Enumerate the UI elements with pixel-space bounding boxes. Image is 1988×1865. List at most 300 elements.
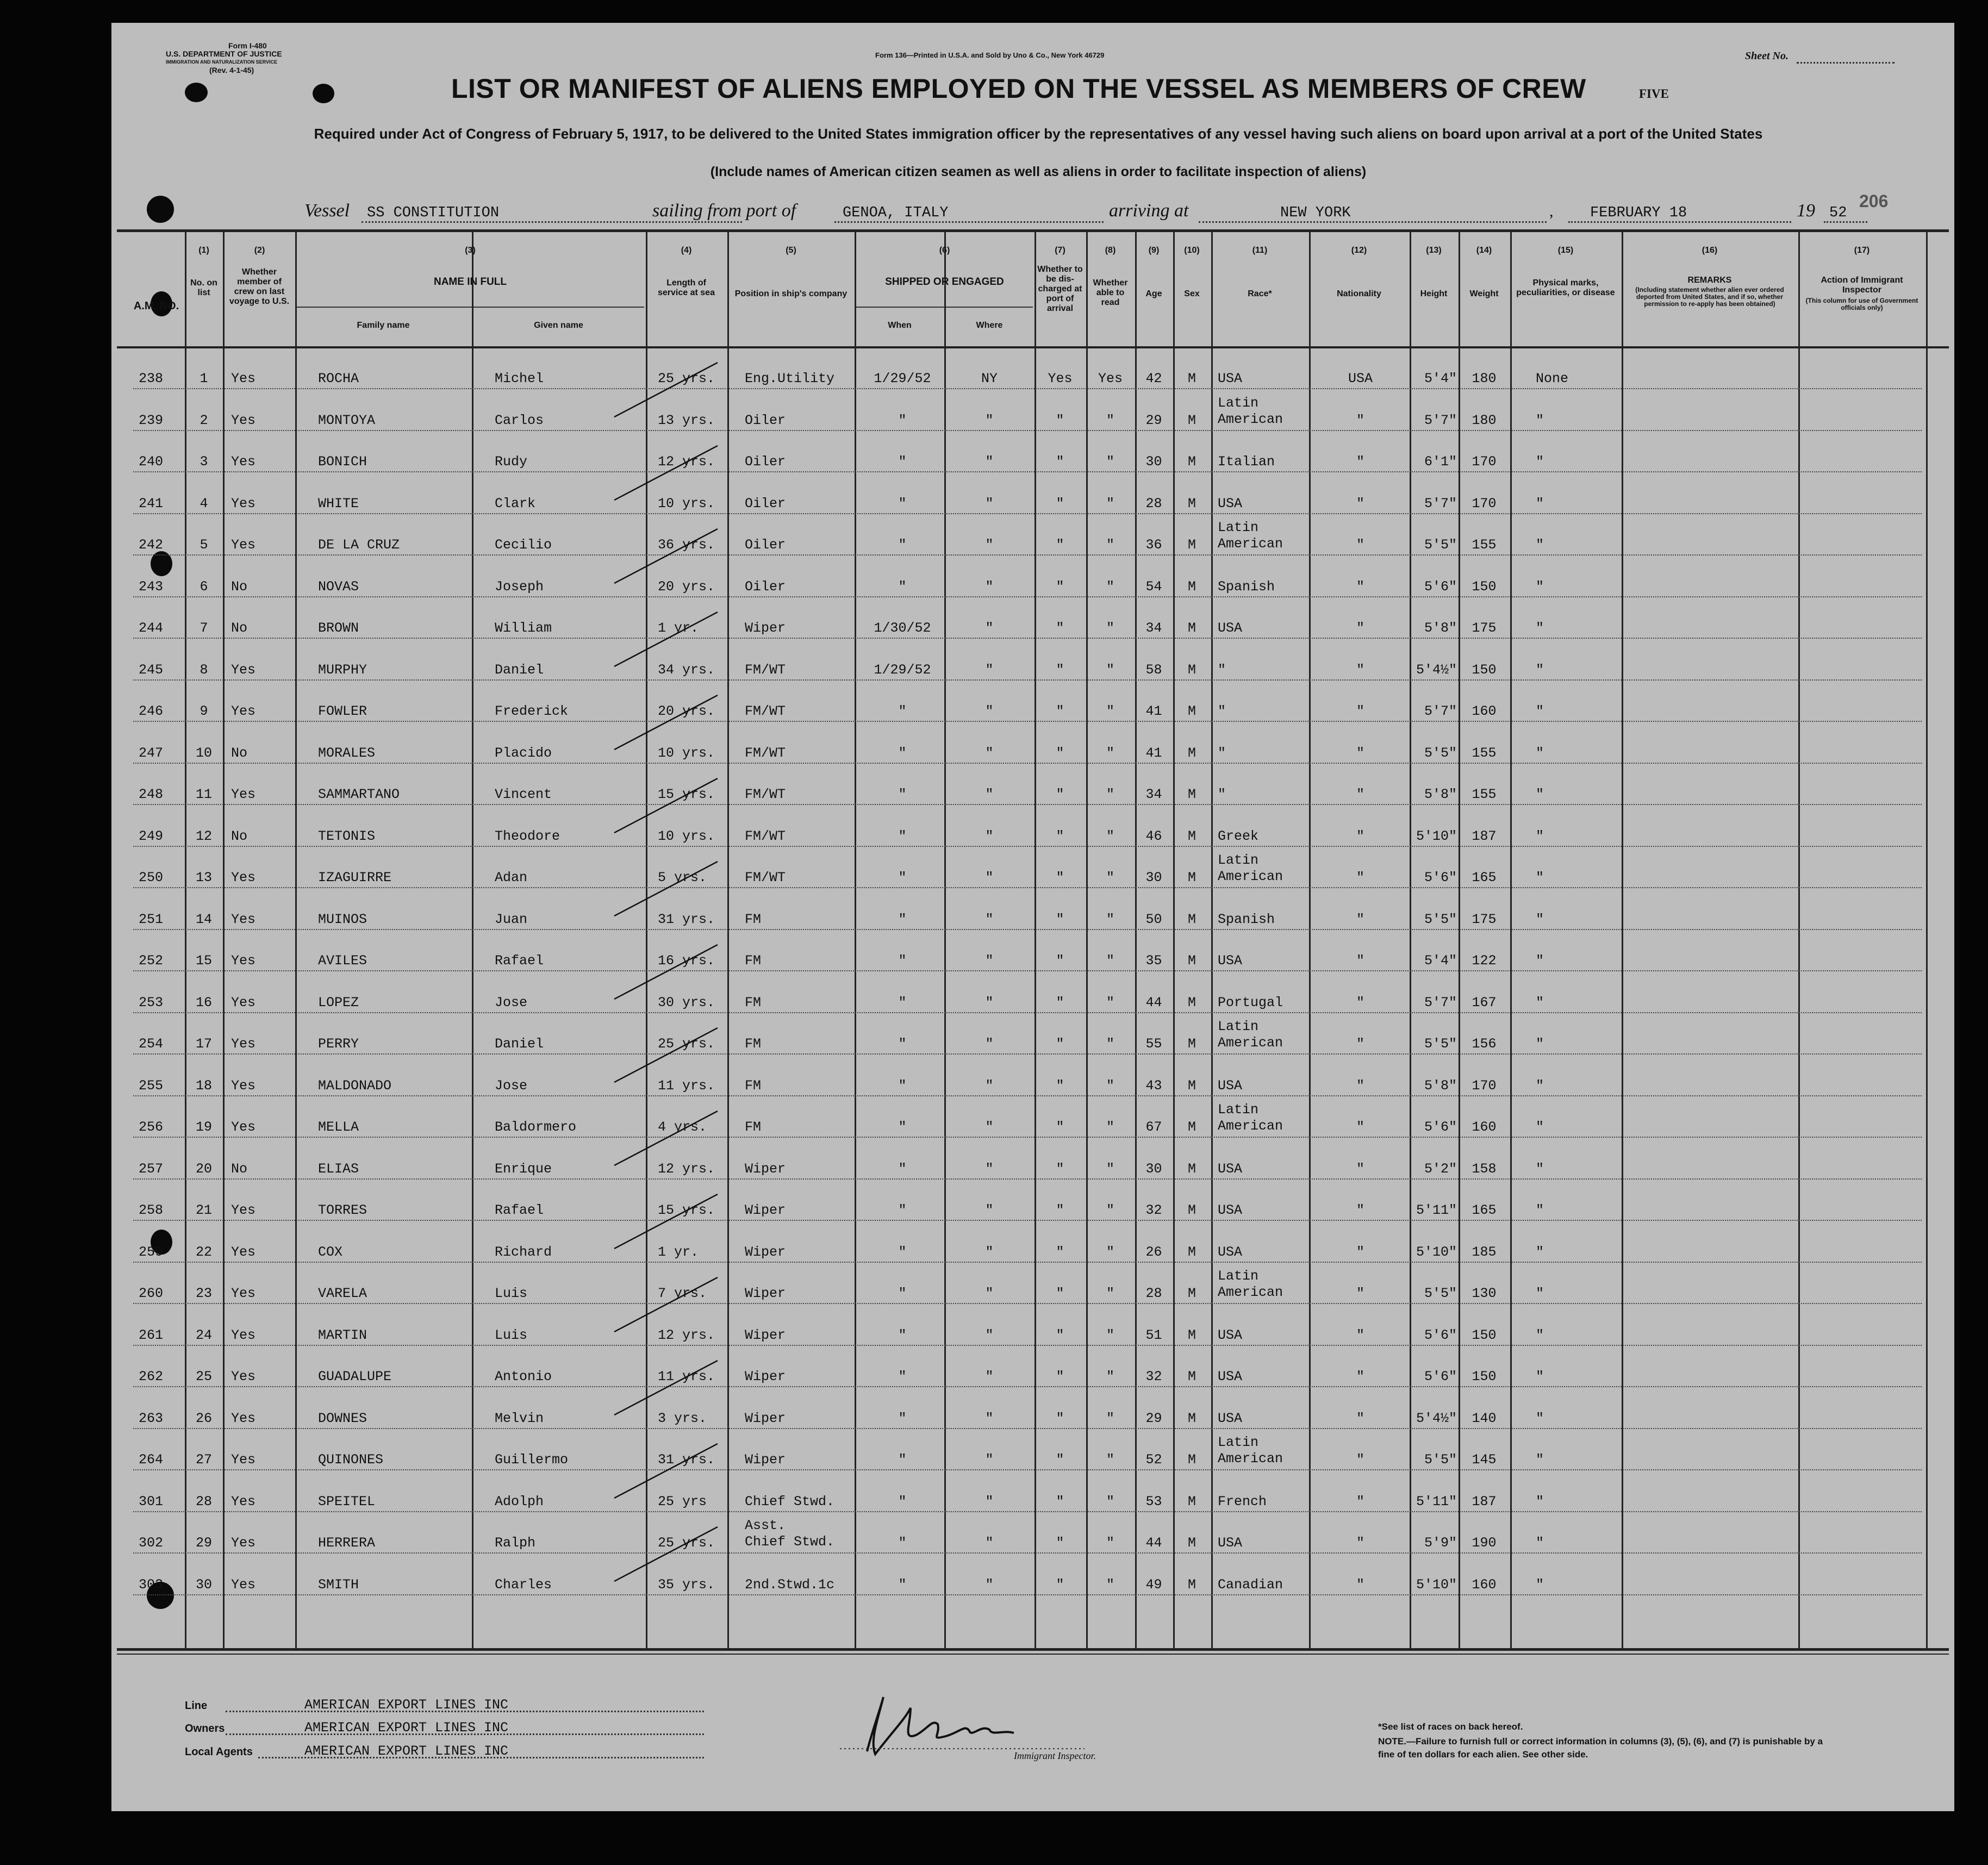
cell-discharged: " xyxy=(1056,994,1064,1011)
cell-physical: " xyxy=(1536,994,1544,1011)
cell-length-of-service: 25 yrs. xyxy=(658,1036,715,1052)
cell-weight: 145 xyxy=(1472,1452,1497,1468)
cell-given-name: Antonio xyxy=(495,1369,552,1384)
cell-physical: " xyxy=(1536,1077,1544,1094)
cell-given-name: Michel xyxy=(495,371,544,386)
col-num-13: (13) xyxy=(1426,246,1442,255)
cell-age: 30 xyxy=(1145,454,1162,470)
cell-race: Latin American xyxy=(1218,852,1283,884)
cell-list-number: 17 xyxy=(195,1036,212,1052)
cell-able-read: " xyxy=(1106,620,1114,636)
cell-weight: 150 xyxy=(1472,1369,1497,1384)
cell-sex: M xyxy=(1187,1535,1196,1551)
cell-family-name: BONICH xyxy=(318,454,367,470)
cell-sex: M xyxy=(1187,578,1196,595)
cell-age: 30 xyxy=(1145,870,1162,885)
cell-prev-voyage: Yes xyxy=(231,1077,256,1094)
cell-nationality: " xyxy=(1356,1161,1364,1177)
cell-discharged: " xyxy=(1056,1576,1064,1593)
cell-length-of-service: 15 yrs. xyxy=(658,1202,715,1218)
cell-family-name: DE LA CRUZ xyxy=(318,537,400,553)
cell-race: " xyxy=(1218,745,1226,761)
cell-height: 5'6" xyxy=(1424,1369,1457,1384)
cell-age: 32 xyxy=(1145,1202,1162,1218)
vessel-name: SS CONSTITUTION xyxy=(367,205,500,221)
cell-weight: 170 xyxy=(1472,495,1497,512)
cell-list-number: 21 xyxy=(195,1202,212,1218)
cell-position: FM/WT xyxy=(745,662,786,678)
cell-able-read: " xyxy=(1106,495,1114,512)
cell-age: 36 xyxy=(1145,537,1162,553)
cell-am-number: 251 xyxy=(139,911,164,927)
cell-prev-voyage: Yes xyxy=(231,1202,256,1218)
cell-shipped-when: " xyxy=(898,1202,907,1218)
cell-family-name: ROCHA xyxy=(318,371,359,386)
cell-position: Wiper xyxy=(745,1161,786,1177)
cell-list-number: 4 xyxy=(200,495,208,512)
cell-position: FM xyxy=(745,1077,762,1094)
cell-shipped-when: " xyxy=(898,1286,907,1301)
manifest-sheet: Form I-480 U.S. DEPARTMENT OF JUSTICE IMMIGRATION AND NATURALIZATION SERVICE (Rev. 4-1-45) Form 136—Printed in U.S.A. and Sold by Uno & Co., New York 46729 Sheet No. LIST OR MANIFEST OF ALIENS EMPLOYED ON THE VESSEL AS MEMBERS OF CREW FIVE Required under Act of Congress of February 5, 1917, to be delivered to the United States immigration officer by the representatives of any vessel having such aliens on board upon arrival at a port of the United States (Include names of American citizen seamen as well as aliens in order to facilitate inspection of aliens) Vessel SS CONSTITUTION sailing from port of GENOA, ITALY arriving at NEW YORK , FEBRUARY 18 19 52 206 (1) (2) (3) (4) (5) (6) (7) (8) (9) (10) (11) (12) (13) (14) (15) (16) (17) A.M. NO. No. on list Whether member of crew on last voyage to U.S. NAME IN FULL Family name Given name Length of service at sea Position in ship's company SHIPPED OR ENGAGED When Where Whether to be dis-charged at port of arrival Whether able to read Age Sex Race* Nationality Height Weight Physical marks, peculiarities, or disease REMARKS (Including statement whether alien ever ordered deported from United States, and if so, whether permission to re-apply has been obtained) Action of Immigrant Inspector (This column for use of Government officials only) 238 1 Yes ROCHA Michel 25 yrs. Eng.Utility 1/29/52 NY Yes Yes 42 M USA USA 5'4" 180 None 239 2 Yes MONTOYA Carlos 13 yrs. Oiler " " " " 29 M Latin American " 5'7" 180 " 240 3 Yes BONICH Rudy 12 yrs. Oiler " " " " 30 M Italian " 6'1" 170 " 241 4 Yes WHITE Clark 10 yrs. Oiler " " " " 28 M USA " 5'7" 170 " 242 5 Yes DE LA CRUZ Cecilio 36 yrs. Oiler " " " " 36 M Latin American " 5'5" 155 " 243 6 No NOVAS Joseph 20 yrs. Oiler " " " " 54 M Spanish " 5'6" 150 " 244 7 No BROWN William 1 yr. Wiper 1/30/52 " " " 34 M USA " 5'8" 175 " 245 8 Yes MURPHY Daniel 34 yrs. FM/WT 1/29/52 " " " 58 M " " 5'4½" 150 " 246 9 Yes FOWLER Frederick 20 yrs. FM/WT " " " " 41 M " " 5'7" 160 " 247 10 No MORALES Placido 10 yrs. FM/WT " " " " 41 M " " 5'5" 155 " 248 11 Yes SAMMARTANO Vincent 15 yrs. FM/WT " " " " 34 M " " 5'8" 155 " 249 12 No TETONIS Theodore 10 yrs. FM/WT " " " " 46 M Greek " 5'10" 187 " 250 13 Yes IZAGUIRRE Adan 5 yrs. FM/WT " " " " 30 M Latin American " 5'6" 165 " 251 14 Yes MUINOS Juan 31 yrs. FM " " " " 50 M Spanish " 5'5" 175 " 252 15 Yes AVILES Rafael 16 yrs. FM " " " " 35 M USA " 5'4" 122 " 253 16 Yes LOPEZ Jose 30 yrs. FM " " " " 44 M Portugal " 5'7" 167 " 254 17 Yes PERRY Daniel 25 yrs. FM " " " " 55 M Latin American " 5'5" 156 " 255 18 Yes MALDONADO Jose 11 yrs. FM " " " " 43 M USA " 5'8" 170 " 256 19 Yes MELLA Baldormero 4 yrs. FM " " " " 67 M Latin American " 5'6" 160 " 257 20 No ELIAS Enrique 12 yrs. Wiper " " " " 30 M USA " 5'2" 158 " 258 21 Yes TORRES Rafael 15 yrs. Wiper " " " " 32 M USA " 5'11" 165 " 259 22 Yes COX Richard 1 yr. Wiper " " " " 26 M USA " 5'10" 185 " 260 23 Yes VARELA Luis 7 yrs. Wiper " " " " 28 M Latin American " 5'5" 130 " 261 24 Yes MARTIN Luis 12 yrs. Wiper " " " " 51 M USA " 5'6" 150 " 262 25 Yes GUADALUPE Antonio 11 yrs. Wiper " " " " 32 M USA " 5'6" 150 " 263 26 Yes DOWNES Melvin 3 yrs. Wiper " " " " 29 M USA " 5'4½" 140 " 264 27 Yes QUINONES Guillermo 31 yrs. Wiper " " " " 52 M Latin American " 5'5" 145 " 301 28 Yes SPEITEL Adolph 25 yrs Chief Stwd. " " " " 53 M French " 5'11" 187 " 302 29 Yes HERRERA Ralph 25 yrs. Asst. Chief Stwd. " " " " 44 M USA " 5'9" 190 " 303 30 Yes SMITH Charles 35 yrs. 2nd.Stwd.1c " " " " 49 M Canadian " 5'10" 160 " Line AMERICAN EXPORT LINES INC Owners AMERICAN EXPORT LINES INC Local Agents AMERICAN EXPORT LINES INC Immigrant Inspector. *See list of races on back hereof. NOTE.—Failure to furnish full or correct information in columns (3), (5), (6), and (7) is punishable by a fine of ten dollars for each alien. See other side. xyxy=(111,23,1954,1811)
cell-physical: " xyxy=(1536,578,1544,595)
cell-able-read: " xyxy=(1106,1452,1114,1468)
cell-age: 54 xyxy=(1145,578,1162,595)
cell-race: Latin American xyxy=(1218,1102,1283,1134)
col-num-5: (5) xyxy=(786,246,796,255)
col-head-height: Height xyxy=(1420,289,1448,298)
cell-able-read: " xyxy=(1106,828,1114,844)
cell-race: Italian xyxy=(1218,454,1275,470)
cell-prev-voyage: Yes xyxy=(231,1327,256,1343)
cell-discharged: " xyxy=(1056,1327,1064,1343)
cell-nationality: " xyxy=(1356,828,1364,844)
cell-shipped-when: " xyxy=(898,1410,907,1426)
cell-sex: M xyxy=(1187,371,1196,386)
cell-nationality: " xyxy=(1356,870,1364,885)
cell-list-number: 25 xyxy=(195,1369,212,1384)
arrival-year: 52 xyxy=(1829,205,1847,221)
sheet-word: FIVE xyxy=(1639,87,1669,101)
cell-shipped-where: " xyxy=(985,1576,994,1593)
cell-family-name: MONTOYA xyxy=(318,412,376,428)
cell-am-number: 245 xyxy=(139,662,164,678)
sheet-no-label: Sheet No. xyxy=(1745,50,1788,62)
cell-given-name: Theodore xyxy=(495,828,560,844)
vessel-label: Vessel xyxy=(304,201,350,221)
cell-physical: " xyxy=(1536,1410,1544,1426)
cell-physical: None xyxy=(1536,371,1569,386)
cell-length-of-service: 11 yrs. xyxy=(658,1077,715,1094)
cell-height: 5'8" xyxy=(1424,620,1457,636)
col-head-remarks-sub: (Including statement whether alien ever ordered deported from United States, and if so, whether permission to re-apply has been obtained) xyxy=(1635,286,1784,308)
cell-nationality: " xyxy=(1356,578,1364,595)
form-number: Form I-480 xyxy=(228,41,267,50)
cell-length-of-service: 36 yrs. xyxy=(658,537,715,553)
cell-able-read: " xyxy=(1106,1161,1114,1177)
cell-height: 5'6" xyxy=(1424,1119,1457,1135)
cell-length-of-service: 7 yrs. xyxy=(658,1286,707,1301)
cell-able-read: " xyxy=(1106,1327,1114,1343)
cell-shipped-where: " xyxy=(985,953,994,969)
cell-race: " xyxy=(1218,787,1226,802)
cell-am-number: 259 xyxy=(139,1244,164,1260)
cell-family-name: GUADALUPE xyxy=(318,1369,392,1384)
cell-family-name: COX xyxy=(318,1244,343,1260)
cell-able-read: " xyxy=(1106,953,1114,969)
cell-length-of-service: 11 yrs. xyxy=(658,1369,715,1384)
cell-shipped-where: " xyxy=(985,662,994,678)
cell-position: FM xyxy=(745,994,762,1011)
cell-able-read: " xyxy=(1106,454,1114,470)
cell-discharged: " xyxy=(1056,454,1064,470)
cell-list-number: 7 xyxy=(200,620,208,636)
cell-discharged: " xyxy=(1056,537,1064,553)
cell-nationality: " xyxy=(1356,1535,1364,1551)
form-subtitle: Required under Act of Congress of February 5, 1917, to be delivered to the United States immigration officer by the representatives of any vessel having such aliens on board upon arrival at a port of the United States xyxy=(314,126,1763,142)
cell-shipped-when: " xyxy=(898,454,907,470)
cell-race: Latin American xyxy=(1218,1019,1283,1051)
cell-position: FM/WT xyxy=(745,745,786,761)
cell-given-name: William xyxy=(495,620,552,636)
cell-length-of-service: 16 yrs. xyxy=(658,953,715,969)
printer-line: Form 136—Printed in U.S.A. and Sold by Uno & Co., New York 46729 xyxy=(875,51,1105,59)
cell-sex: M xyxy=(1187,787,1196,802)
cell-shipped-when: " xyxy=(898,870,907,885)
cell-length-of-service: 31 yrs. xyxy=(658,1452,715,1468)
cell-physical: " xyxy=(1536,1161,1544,1177)
cell-position: 2nd.Stwd.1c xyxy=(745,1576,835,1593)
cell-able-read: " xyxy=(1106,745,1114,761)
cell-prev-voyage: Yes xyxy=(231,371,256,386)
cell-list-number: 23 xyxy=(195,1286,212,1301)
cell-race: USA xyxy=(1218,1369,1243,1384)
cell-prev-voyage: Yes xyxy=(231,1286,256,1301)
cell-discharged: " xyxy=(1056,620,1064,636)
cell-nationality: " xyxy=(1356,1410,1364,1426)
cell-shipped-when: " xyxy=(898,1327,907,1343)
cell-shipped-where: " xyxy=(985,620,994,636)
cell-length-of-service: 12 yrs. xyxy=(658,1327,715,1343)
cell-nationality: " xyxy=(1356,412,1364,428)
cell-shipped-when: " xyxy=(898,1493,907,1510)
cell-shipped-where: " xyxy=(985,1535,994,1551)
cell-am-number: 239 xyxy=(139,412,164,428)
cell-height: 5'4½" xyxy=(1416,1410,1457,1426)
cell-discharged: " xyxy=(1056,1410,1064,1426)
cell-physical: " xyxy=(1536,454,1544,470)
cell-prev-voyage: Yes xyxy=(231,870,256,885)
cell-sex: M xyxy=(1187,1202,1196,1218)
cell-able-read: " xyxy=(1106,994,1114,1011)
cell-prev-voyage: Yes xyxy=(231,1493,256,1510)
cell-sex: M xyxy=(1187,1286,1196,1301)
cell-shipped-when: " xyxy=(898,1077,907,1094)
cell-discharged: " xyxy=(1056,1535,1064,1551)
col-head-when: When xyxy=(888,321,912,330)
cell-age: 41 xyxy=(1145,703,1162,719)
cell-list-number: 19 xyxy=(195,1119,212,1135)
cell-shipped-when: " xyxy=(898,953,907,969)
cell-discharged: " xyxy=(1056,1161,1064,1177)
cell-family-name: FOWLER xyxy=(318,703,367,719)
cell-given-name: Frederick xyxy=(495,703,569,719)
cell-age: 43 xyxy=(1145,1077,1162,1094)
col-head-action-sub: (This column for use of Government officials only) xyxy=(1805,297,1918,311)
col-head-where: Where xyxy=(976,321,1003,330)
cell-position: Wiper xyxy=(745,1286,786,1301)
cell-nationality: " xyxy=(1356,1327,1364,1343)
cell-sex: M xyxy=(1187,1369,1196,1384)
cell-weight: 158 xyxy=(1472,1161,1497,1177)
cell-family-name: SMITH xyxy=(318,1576,359,1593)
col-head-am-no: A.M. NO. xyxy=(133,300,179,312)
cell-shipped-when: 1/29/52 xyxy=(874,662,931,678)
cell-given-name: Jose xyxy=(495,994,528,1011)
cell-weight: 122 xyxy=(1472,953,1497,969)
cell-shipped-where: " xyxy=(985,745,994,761)
cell-able-read: " xyxy=(1106,911,1114,927)
cell-sex: M xyxy=(1187,537,1196,553)
cell-race: Spanish xyxy=(1218,578,1275,595)
cell-am-number: 244 xyxy=(139,620,164,636)
cell-physical: " xyxy=(1536,1576,1544,1593)
cell-length-of-service: 31 yrs. xyxy=(658,911,715,927)
cell-list-number: 11 xyxy=(195,787,212,802)
cell-age: 52 xyxy=(1145,1452,1162,1468)
cell-height: 5'7" xyxy=(1424,412,1457,428)
col-head-given-name: Given name xyxy=(534,321,583,330)
cell-position: Wiper xyxy=(745,620,786,636)
cell-discharged: " xyxy=(1056,1202,1064,1218)
cell-position: Oiler xyxy=(745,495,786,512)
owners-label: Owners xyxy=(185,1723,225,1735)
cell-length-of-service: 25 yrs xyxy=(658,1493,707,1510)
cell-physical: " xyxy=(1536,1493,1544,1510)
cell-discharged: " xyxy=(1056,1286,1064,1301)
cell-weight: 160 xyxy=(1472,1119,1497,1135)
cell-height: 5'4" xyxy=(1424,371,1457,386)
cell-shipped-where: " xyxy=(985,537,994,553)
cell-length-of-service: 1 yr. xyxy=(658,1244,699,1260)
cell-am-number: 255 xyxy=(139,1077,164,1094)
cell-physical: " xyxy=(1536,1535,1544,1551)
cell-age: 46 xyxy=(1145,828,1162,844)
cell-physical: " xyxy=(1536,662,1544,678)
cell-length-of-service: 4 yrs. xyxy=(658,1119,707,1135)
cell-height: 5'10" xyxy=(1416,828,1457,844)
cell-given-name: Rudy xyxy=(495,454,528,470)
cell-list-number: 30 xyxy=(195,1576,212,1593)
cell-height: 5'4½" xyxy=(1416,662,1457,678)
cell-shipped-when: " xyxy=(898,1119,907,1135)
cell-weight: 140 xyxy=(1472,1410,1497,1426)
cell-given-name: Richard xyxy=(495,1244,552,1260)
cell-am-number: 243 xyxy=(139,578,164,595)
cell-weight: 155 xyxy=(1472,787,1497,802)
cell-list-number: 26 xyxy=(195,1410,212,1426)
cell-position: FM xyxy=(745,1036,762,1052)
cell-shipped-where: " xyxy=(985,412,994,428)
cell-given-name: Vincent xyxy=(495,787,552,802)
cell-given-name: Placido xyxy=(495,745,552,761)
cell-nationality: " xyxy=(1356,1452,1364,1468)
cell-age: 32 xyxy=(1145,1369,1162,1384)
sailing-from-label: sailing from port of xyxy=(652,201,796,221)
cell-shipped-where: " xyxy=(985,703,994,719)
cell-shipped-when: " xyxy=(898,911,907,927)
cell-age: 42 xyxy=(1145,371,1162,386)
cell-nationality: " xyxy=(1356,1493,1364,1510)
cell-physical: " xyxy=(1536,828,1544,844)
cell-given-name: Cecilio xyxy=(495,537,552,553)
cell-nationality: " xyxy=(1356,662,1364,678)
cell-given-name: Clark xyxy=(495,495,536,512)
cell-able-read: " xyxy=(1106,1119,1114,1135)
cell-nationality: " xyxy=(1356,911,1364,927)
col-head-no-on-list: No. on list xyxy=(190,278,217,297)
cell-height: 5'5" xyxy=(1424,911,1457,927)
cell-weight: 150 xyxy=(1472,578,1497,595)
cell-family-name: PERRY xyxy=(318,1036,359,1052)
cell-length-of-service: 10 yrs. xyxy=(658,745,715,761)
penalty-note: NOTE.—Failure to furnish full or correct information in columns (3), (5), (6), and (7) is punishable by a fine of ten dollars for each alien. See other side. xyxy=(1378,1736,1823,1760)
cell-race: Canadian xyxy=(1218,1576,1283,1593)
cell-sex: M xyxy=(1187,1410,1196,1426)
cell-physical: " xyxy=(1536,412,1544,428)
cell-family-name: LOPEZ xyxy=(318,994,359,1011)
cell-shipped-where: " xyxy=(985,911,994,927)
cell-nationality: " xyxy=(1356,1244,1364,1260)
cell-race: USA xyxy=(1218,620,1243,636)
cell-am-number: 264 xyxy=(139,1452,164,1468)
cell-height: 5'6" xyxy=(1424,1327,1457,1343)
cell-prev-voyage: Yes xyxy=(231,537,256,553)
cell-sex: M xyxy=(1187,1077,1196,1094)
cell-length-of-service: 35 yrs. xyxy=(658,1576,715,1593)
cell-weight: 155 xyxy=(1472,745,1497,761)
cell-age: 44 xyxy=(1145,1535,1162,1551)
col-head-action: Action of Immigrant Inspector xyxy=(1821,276,1903,295)
cell-length-of-service: 15 yrs. xyxy=(658,787,715,802)
line-value: AMERICAN EXPORT LINES INC xyxy=(304,1697,509,1713)
cell-shipped-where: " xyxy=(985,1327,994,1343)
cell-physical: " xyxy=(1536,953,1544,969)
cell-shipped-where: " xyxy=(985,495,994,512)
cell-sex: M xyxy=(1187,1327,1196,1343)
cell-prev-voyage: Yes xyxy=(231,703,256,719)
cell-height: 5'6" xyxy=(1424,578,1457,595)
cell-race: USA xyxy=(1218,1077,1243,1094)
cell-sex: M xyxy=(1187,662,1196,678)
col-num-3: (3) xyxy=(465,246,476,255)
cell-family-name: DOWNES xyxy=(318,1410,367,1426)
cell-list-number: 28 xyxy=(195,1493,212,1510)
cell-shipped-when: " xyxy=(898,1161,907,1177)
cell-nationality: " xyxy=(1356,1036,1364,1052)
cell-length-of-service: 12 yrs. xyxy=(658,1161,715,1177)
cell-physical: " xyxy=(1536,1452,1544,1468)
cell-position: FM/WT xyxy=(745,787,786,802)
col-num-2: (2) xyxy=(254,246,265,255)
cell-discharged: " xyxy=(1056,1036,1064,1052)
cell-height: 5'5" xyxy=(1424,1452,1457,1468)
cell-position: FM/WT xyxy=(745,703,786,719)
cell-race: USA xyxy=(1218,1244,1243,1260)
cell-height: 5'9" xyxy=(1424,1535,1457,1551)
cell-position: FM/WT xyxy=(745,870,786,885)
cell-physical: " xyxy=(1536,495,1544,512)
cell-sex: M xyxy=(1187,745,1196,761)
cell-list-number: 13 xyxy=(195,870,212,885)
cell-position: FM xyxy=(745,953,762,969)
form-revision: (Rev. 4-1-45) xyxy=(209,66,254,74)
cell-position: FM/WT xyxy=(745,828,786,844)
cell-able-read: " xyxy=(1106,1244,1114,1260)
cell-physical: " xyxy=(1536,911,1544,927)
cell-race: Latin American xyxy=(1218,1268,1283,1300)
cell-physical: " xyxy=(1536,1327,1544,1343)
cell-shipped-where: " xyxy=(985,870,994,885)
col-head-position: Position in ship's company xyxy=(734,289,847,298)
cell-position: Chief Stwd. xyxy=(745,1493,835,1510)
cell-age: 28 xyxy=(1145,1286,1162,1301)
cell-weight: 155 xyxy=(1472,537,1497,553)
races-note: *See list of races on back hereof. xyxy=(1378,1721,1523,1732)
cell-sex: M xyxy=(1187,1036,1196,1052)
cell-race: USA xyxy=(1218,1202,1243,1218)
cell-position: Oiler xyxy=(745,537,786,553)
col-head-nationality: Nationality xyxy=(1337,289,1381,298)
cell-family-name: TETONIS xyxy=(318,828,376,844)
cell-am-number: 261 xyxy=(139,1327,164,1343)
col-head-physical: Physical marks, peculiarities, or disease xyxy=(1516,278,1615,297)
cell-prev-voyage: Yes xyxy=(231,662,256,678)
cell-family-name: MALDONADO xyxy=(318,1077,392,1094)
cell-position: Oiler xyxy=(745,454,786,470)
cell-position: Wiper xyxy=(745,1410,786,1426)
cell-prev-voyage: Yes xyxy=(231,1576,256,1593)
col-head-able-read: Whether able to read xyxy=(1093,278,1128,307)
cell-discharged: " xyxy=(1056,495,1064,512)
col-head-sex: Sex xyxy=(1184,289,1200,298)
form-note: (Include names of American citizen seamen as well as aliens in order to facilitate inspection of aliens) xyxy=(710,164,1367,179)
col-num-8: (8) xyxy=(1105,246,1116,255)
cell-discharged: " xyxy=(1056,1244,1064,1260)
cell-discharged: Yes xyxy=(1048,371,1073,386)
cell-height: 5'5" xyxy=(1424,1036,1457,1052)
cell-race: Latin American xyxy=(1218,395,1283,427)
cell-given-name: Adan xyxy=(495,870,528,885)
cell-shipped-where: " xyxy=(985,994,994,1011)
cell-position: Oiler xyxy=(745,578,786,595)
cell-nationality: " xyxy=(1356,495,1364,512)
cell-race: USA xyxy=(1218,371,1243,386)
cell-prev-voyage: Yes xyxy=(231,1119,256,1135)
cell-length-of-service: 3 yrs. xyxy=(658,1410,707,1426)
cell-weight: 150 xyxy=(1472,662,1497,678)
cell-height: 5'5" xyxy=(1424,537,1457,553)
cell-height: 5'11" xyxy=(1416,1493,1457,1510)
cell-length-of-service: 13 yrs. xyxy=(658,412,715,428)
cell-race: USA xyxy=(1218,1535,1243,1551)
cell-race: USA xyxy=(1218,1161,1243,1177)
cell-shipped-where: NY xyxy=(981,371,998,386)
cell-able-read: " xyxy=(1106,412,1114,428)
cell-shipped-when: 1/29/52 xyxy=(874,371,931,386)
cell-am-number: 257 xyxy=(139,1161,164,1177)
cell-sex: M xyxy=(1187,953,1196,969)
cell-age: 34 xyxy=(1145,787,1162,802)
